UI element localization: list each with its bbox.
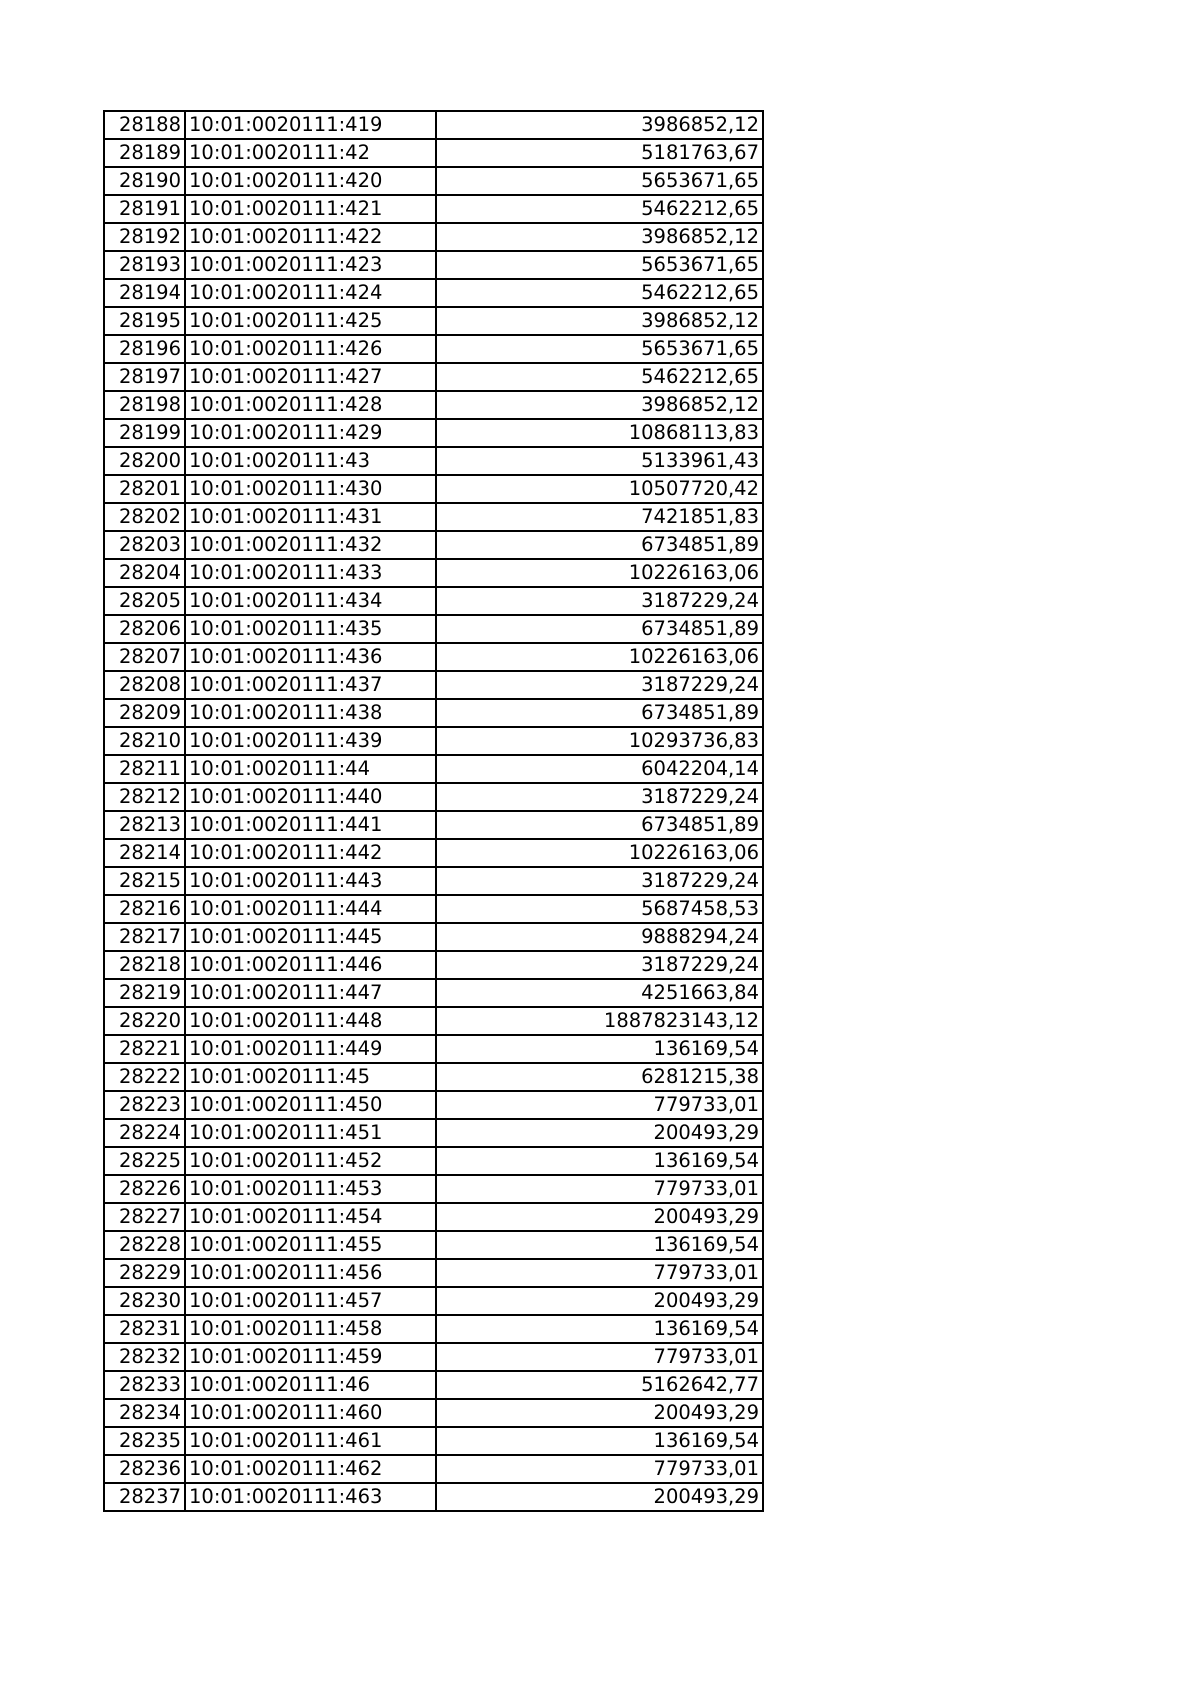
cadastral-number-cell: 10:01:0020111:43 <box>185 447 436 475</box>
table-row <box>104 1287 763 1315</box>
cadastral-value-cell: 10226163,06 <box>436 559 763 587</box>
cadastral-number-cell: 10:01:0020111:448 <box>185 1007 436 1035</box>
row-number-cell: 28234 <box>104 1399 185 1427</box>
row-number-cell: 28203 <box>104 531 185 559</box>
table-row <box>104 587 763 615</box>
row-number-cell: 28190 <box>104 167 185 195</box>
table-row <box>104 391 763 419</box>
cadastral-value-cell: 136169,54 <box>436 1035 763 1063</box>
cadastral-number-cell: 10:01:0020111:427 <box>185 363 436 391</box>
cadastral-number-cell: 10:01:0020111:450 <box>185 1091 436 1119</box>
cadastral-number-cell: 10:01:0020111:432 <box>185 531 436 559</box>
row-number-cell: 28194 <box>104 279 185 307</box>
table-row <box>104 979 763 1007</box>
row-number-cell: 28215 <box>104 867 185 895</box>
cadastral-value-cell: 10507720,42 <box>436 475 763 503</box>
table-row <box>104 1315 763 1343</box>
cadastral-value-cell: 3187229,24 <box>436 951 763 979</box>
cadastral-value-cell: 5133961,43 <box>436 447 763 475</box>
row-number-cell: 28235 <box>104 1427 185 1455</box>
table-row <box>104 923 763 951</box>
cadastral-value-cell: 3986852,12 <box>436 391 763 419</box>
cadastral-number-cell: 10:01:0020111:436 <box>185 643 436 671</box>
cadastral-number-cell: 10:01:0020111:455 <box>185 1231 436 1259</box>
table-row <box>104 335 763 363</box>
table-row <box>104 279 763 307</box>
table-row <box>104 811 763 839</box>
row-number-cell: 28212 <box>104 783 185 811</box>
cadastral-value-cell: 136169,54 <box>436 1231 763 1259</box>
cadastral-value-cell: 6281215,38 <box>436 1063 763 1091</box>
cadastral-value-cell: 10293736,83 <box>436 727 763 755</box>
table-row <box>104 447 763 475</box>
cadastral-number-cell: 10:01:0020111:423 <box>185 251 436 279</box>
row-number-cell: 28206 <box>104 615 185 643</box>
cadastral-value-cell: 3187229,24 <box>436 783 763 811</box>
row-number-cell: 28207 <box>104 643 185 671</box>
cadastral-number-cell: 10:01:0020111:458 <box>185 1315 436 1343</box>
table-row <box>104 951 763 979</box>
cadastral-number-cell: 10:01:0020111:457 <box>185 1287 436 1315</box>
cadastral-number-cell: 10:01:0020111:426 <box>185 335 436 363</box>
table-row <box>104 1371 763 1399</box>
table-row <box>104 1343 763 1371</box>
cadastral-value-cell: 3986852,12 <box>436 223 763 251</box>
table-row <box>104 671 763 699</box>
cadastral-number-cell: 10:01:0020111:422 <box>185 223 436 251</box>
table-row <box>104 1063 763 1091</box>
cadastral-number-cell: 10:01:0020111:444 <box>185 895 436 923</box>
cadastral-value-cell: 779733,01 <box>436 1175 763 1203</box>
row-number-cell: 28208 <box>104 671 185 699</box>
cadastral-number-cell: 10:01:0020111:435 <box>185 615 436 643</box>
cadastral-value-cell: 7421851,83 <box>436 503 763 531</box>
cadastral-number-cell: 10:01:0020111:439 <box>185 727 436 755</box>
row-number-cell: 28229 <box>104 1259 185 1287</box>
table-row <box>104 531 763 559</box>
cadastral-number-cell: 10:01:0020111:437 <box>185 671 436 699</box>
cadastral-value-cell: 6734851,89 <box>436 699 763 727</box>
table-row <box>104 727 763 755</box>
row-number-cell: 28216 <box>104 895 185 923</box>
cadastral-number-cell: 10:01:0020111:459 <box>185 1343 436 1371</box>
table-row <box>104 895 763 923</box>
table-row <box>104 1175 763 1203</box>
cadastral-value-cell: 5462212,65 <box>436 279 763 307</box>
row-number-cell: 28202 <box>104 503 185 531</box>
table-row <box>104 783 763 811</box>
table-row <box>104 839 763 867</box>
row-number-cell: 28192 <box>104 223 185 251</box>
cadastral-number-cell: 10:01:0020111:440 <box>185 783 436 811</box>
row-number-cell: 28198 <box>104 391 185 419</box>
cadastral-value-cell: 6734851,89 <box>436 811 763 839</box>
table-row <box>104 1203 763 1231</box>
cadastral-number-cell: 10:01:0020111:44 <box>185 755 436 783</box>
table-row <box>104 363 763 391</box>
cadastral-number-cell: 10:01:0020111:421 <box>185 195 436 223</box>
cadastral-value-cell: 779733,01 <box>436 1091 763 1119</box>
table-row <box>104 699 763 727</box>
row-number-cell: 28196 <box>104 335 185 363</box>
cadastral-value-cell: 9888294,24 <box>436 923 763 951</box>
row-number-cell: 28188 <box>104 111 185 139</box>
cadastral-number-cell: 10:01:0020111:460 <box>185 1399 436 1427</box>
cadastral-number-cell: 10:01:0020111:456 <box>185 1259 436 1287</box>
row-number-cell: 28213 <box>104 811 185 839</box>
table-row <box>104 1119 763 1147</box>
row-number-cell: 28189 <box>104 139 185 167</box>
cadastral-value-table <box>103 110 764 1512</box>
cadastral-number-cell: 10:01:0020111:461 <box>185 1427 436 1455</box>
table-row <box>104 307 763 335</box>
cadastral-value-cell: 6734851,89 <box>436 531 763 559</box>
table-row <box>104 1399 763 1427</box>
cadastral-value-cell: 3187229,24 <box>436 867 763 895</box>
row-number-cell: 28232 <box>104 1343 185 1371</box>
cadastral-value-cell: 3986852,12 <box>436 307 763 335</box>
cadastral-value-cell: 3187229,24 <box>436 671 763 699</box>
cadastral-number-cell: 10:01:0020111:419 <box>185 111 436 139</box>
row-number-cell: 28230 <box>104 1287 185 1315</box>
cadastral-value-cell: 10226163,06 <box>436 839 763 867</box>
cadastral-number-cell: 10:01:0020111:438 <box>185 699 436 727</box>
cadastral-value-cell: 5462212,65 <box>436 363 763 391</box>
cadastral-number-cell: 10:01:0020111:441 <box>185 811 436 839</box>
table-row <box>104 867 763 895</box>
cadastral-value-cell: 10226163,06 <box>436 643 763 671</box>
cadastral-number-cell: 10:01:0020111:452 <box>185 1147 436 1175</box>
table-row <box>104 475 763 503</box>
cadastral-value-cell: 5653671,65 <box>436 251 763 279</box>
row-number-cell: 28217 <box>104 923 185 951</box>
cadastral-number-cell: 10:01:0020111:428 <box>185 391 436 419</box>
table-row <box>104 1259 763 1287</box>
cadastral-number-cell: 10:01:0020111:446 <box>185 951 436 979</box>
cadastral-number-cell: 10:01:0020111:451 <box>185 1119 436 1147</box>
cadastral-number-cell: 10:01:0020111:42 <box>185 139 436 167</box>
row-number-cell: 28228 <box>104 1231 185 1259</box>
row-number-cell: 28221 <box>104 1035 185 1063</box>
cadastral-value-cell: 5162642,77 <box>436 1371 763 1399</box>
cadastral-value-cell: 5687458,53 <box>436 895 763 923</box>
cadastral-value-cell: 200493,29 <box>436 1203 763 1231</box>
table-row <box>104 419 763 447</box>
cadastral-value-cell: 4251663,84 <box>436 979 763 1007</box>
table-row <box>104 503 763 531</box>
table-row <box>104 1007 763 1035</box>
row-number-cell: 28224 <box>104 1119 185 1147</box>
cadastral-value-cell: 5462212,65 <box>436 195 763 223</box>
table-row <box>104 1455 763 1483</box>
cadastral-number-cell: 10:01:0020111:431 <box>185 503 436 531</box>
cadastral-number-cell: 10:01:0020111:429 <box>185 419 436 447</box>
cadastral-value-cell: 779733,01 <box>436 1259 763 1287</box>
row-number-cell: 28222 <box>104 1063 185 1091</box>
table-row <box>104 223 763 251</box>
cadastral-value-cell: 5653671,65 <box>436 335 763 363</box>
cadastral-number-cell: 10:01:0020111:463 <box>185 1483 436 1511</box>
table-row <box>104 559 763 587</box>
cadastral-number-cell: 10:01:0020111:449 <box>185 1035 436 1063</box>
table-row <box>104 1231 763 1259</box>
cadastral-value-cell: 136169,54 <box>436 1315 763 1343</box>
cadastral-value-cell: 779733,01 <box>436 1455 763 1483</box>
cadastral-value-cell: 200493,29 <box>436 1399 763 1427</box>
cadastral-value-cell: 6734851,89 <box>436 615 763 643</box>
table-row <box>104 1035 763 1063</box>
cadastral-number-cell: 10:01:0020111:433 <box>185 559 436 587</box>
cadastral-number-cell: 10:01:0020111:425 <box>185 307 436 335</box>
row-number-cell: 28204 <box>104 559 185 587</box>
cadastral-number-cell: 10:01:0020111:442 <box>185 839 436 867</box>
table-row <box>104 1427 763 1455</box>
table-row <box>104 1091 763 1119</box>
cadastral-value-cell: 1887823143,12 <box>436 1007 763 1035</box>
cadastral-value-cell: 3986852,12 <box>436 111 763 139</box>
cadastral-number-cell: 10:01:0020111:424 <box>185 279 436 307</box>
cadastral-value-cell: 200493,29 <box>436 1119 763 1147</box>
cadastral-value-cell: 200493,29 <box>436 1483 763 1511</box>
row-number-cell: 28201 <box>104 475 185 503</box>
row-number-cell: 28209 <box>104 699 185 727</box>
row-number-cell: 28210 <box>104 727 185 755</box>
cadastral-number-cell: 10:01:0020111:445 <box>185 923 436 951</box>
row-number-cell: 28214 <box>104 839 185 867</box>
row-number-cell: 28237 <box>104 1483 185 1511</box>
cadastral-number-cell: 10:01:0020111:454 <box>185 1203 436 1231</box>
cadastral-value-cell: 200493,29 <box>436 1287 763 1315</box>
row-number-cell: 28211 <box>104 755 185 783</box>
row-number-cell: 28223 <box>104 1091 185 1119</box>
row-number-cell: 28191 <box>104 195 185 223</box>
cadastral-value-cell: 5181763,67 <box>436 139 763 167</box>
table-row <box>104 111 763 139</box>
cadastral-number-cell: 10:01:0020111:447 <box>185 979 436 1007</box>
row-number-cell: 28205 <box>104 587 185 615</box>
cadastral-number-cell: 10:01:0020111:420 <box>185 167 436 195</box>
cadastral-value-cell: 5653671,65 <box>436 167 763 195</box>
cadastral-number-cell: 10:01:0020111:453 <box>185 1175 436 1203</box>
table-row <box>104 1147 763 1175</box>
table-row <box>104 615 763 643</box>
cadastral-value-cell: 10868113,83 <box>436 419 763 447</box>
row-number-cell: 28219 <box>104 979 185 1007</box>
cadastral-value-cell: 779733,01 <box>436 1343 763 1371</box>
row-number-cell: 28193 <box>104 251 185 279</box>
table-row <box>104 755 763 783</box>
cadastral-number-cell: 10:01:0020111:46 <box>185 1371 436 1399</box>
row-number-cell: 28225 <box>104 1147 185 1175</box>
cadastral-value-cell: 136169,54 <box>436 1147 763 1175</box>
row-number-cell: 28200 <box>104 447 185 475</box>
table-row <box>104 139 763 167</box>
table-row <box>104 1483 763 1511</box>
table-row <box>104 195 763 223</box>
row-number-cell: 28233 <box>104 1371 185 1399</box>
table-row <box>104 167 763 195</box>
row-number-cell: 28220 <box>104 1007 185 1035</box>
table-body <box>104 111 763 1511</box>
table-row <box>104 251 763 279</box>
cadastral-number-cell: 10:01:0020111:430 <box>185 475 436 503</box>
cadastral-number-cell: 10:01:0020111:434 <box>185 587 436 615</box>
cadastral-value-cell: 3187229,24 <box>436 587 763 615</box>
row-number-cell: 28218 <box>104 951 185 979</box>
cadastral-value-cell: 136169,54 <box>436 1427 763 1455</box>
row-number-cell: 28226 <box>104 1175 185 1203</box>
row-number-cell: 28231 <box>104 1315 185 1343</box>
table-row <box>104 643 763 671</box>
row-number-cell: 28197 <box>104 363 185 391</box>
cadastral-number-cell: 10:01:0020111:45 <box>185 1063 436 1091</box>
row-number-cell: 28227 <box>104 1203 185 1231</box>
row-number-cell: 28199 <box>104 419 185 447</box>
cadastral-value-cell: 6042204,14 <box>436 755 763 783</box>
cadastral-number-cell: 10:01:0020111:462 <box>185 1455 436 1483</box>
row-number-cell: 28195 <box>104 307 185 335</box>
row-number-cell: 28236 <box>104 1455 185 1483</box>
cadastral-number-cell: 10:01:0020111:443 <box>185 867 436 895</box>
